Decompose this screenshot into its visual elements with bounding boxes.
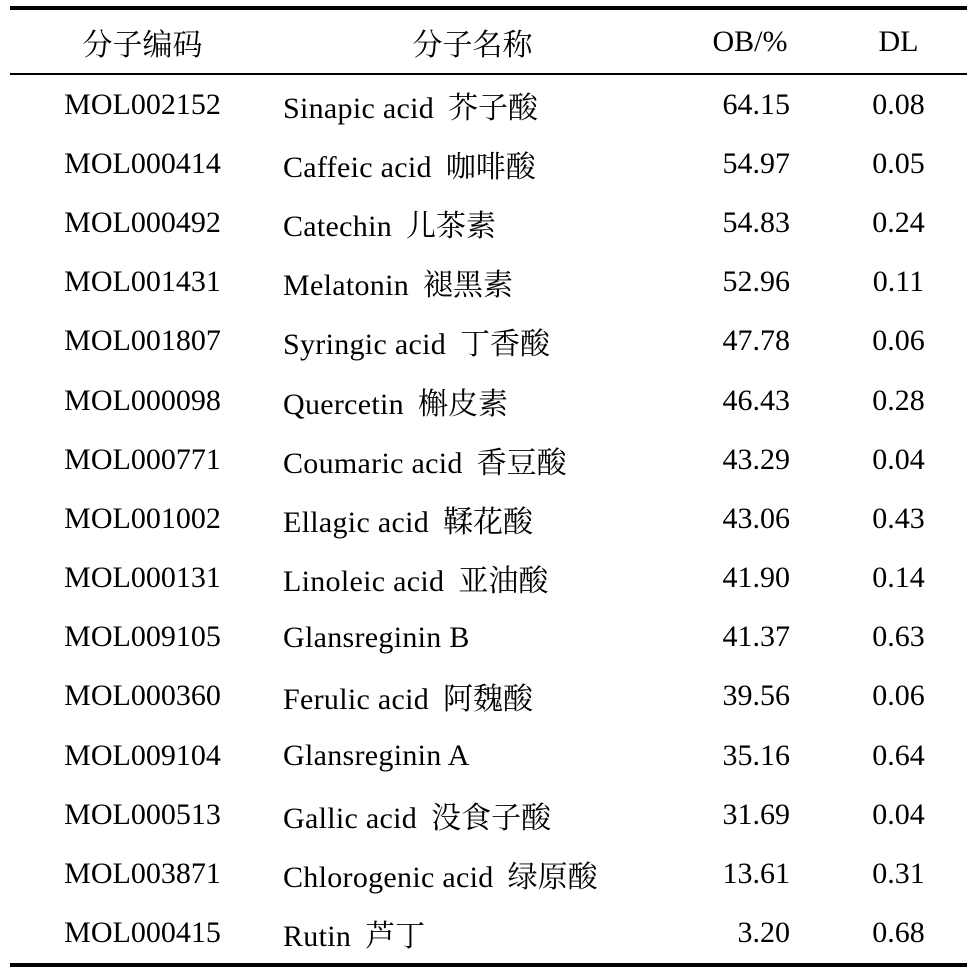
molecule-name-zh: 丁香酸 — [460, 327, 551, 363]
dl-value-cell: 0.24 — [872, 205, 925, 239]
dl-value-cell: 0.64 — [872, 738, 925, 772]
molecule-name-en: Melatonin — [283, 269, 410, 303]
molecule-name-en: Quercetin — [283, 387, 404, 421]
ob-value-cell: 41.37 — [722, 620, 790, 654]
molecule-id-cell: MOL000415 — [64, 916, 221, 950]
molecule-name-zh: 没食子酸 — [431, 800, 552, 836]
molecule-name-cell — [275, 785, 670, 844]
table-body — [10, 74, 967, 965]
molecule-name-zh: 褪黑素 — [423, 268, 514, 304]
header-molecule-name: 分子名称 — [412, 28, 533, 62]
molecule-name-zh: 槲皮素 — [417, 386, 508, 422]
molecule-name-cell — [275, 549, 670, 608]
table-row — [10, 549, 967, 608]
molecule-name-en: Glansreginin B — [283, 620, 470, 654]
molecule-id-cell: MOL002152 — [64, 87, 221, 121]
ob-value-cell: 46.43 — [722, 383, 790, 417]
molecule-id-cell: MOL000513 — [64, 797, 221, 831]
molecule-name-en: Rutin — [283, 920, 352, 954]
table-row — [10, 489, 967, 548]
molecule-id-cell: MOL000360 — [64, 679, 221, 713]
table-row — [10, 726, 967, 785]
molecule-name-en: Gallic acid — [283, 801, 418, 835]
dl-value-cell: 0.04 — [872, 442, 925, 476]
dl-value-cell: 0.04 — [872, 797, 925, 831]
molecule-name-en: Syringic acid — [283, 328, 447, 362]
molecule-name-cell — [275, 904, 670, 965]
ob-value-cell: 54.97 — [722, 146, 790, 180]
table-header — [10, 8, 967, 74]
ob-value-cell: 54.83 — [722, 205, 790, 239]
molecule-id-cell: MOL000771 — [64, 442, 221, 476]
molecule-name-en: Sinapic acid — [283, 91, 435, 125]
dl-value-cell: 0.06 — [872, 324, 925, 358]
table-row — [10, 608, 967, 667]
ob-value-cell: 13.61 — [722, 857, 790, 891]
ob-value-cell: 52.96 — [722, 265, 790, 299]
ob-value-cell: 43.06 — [722, 501, 790, 535]
dl-value-cell: 0.68 — [872, 916, 925, 950]
table-row — [10, 312, 967, 371]
molecule-name-zh: 绿原酸 — [507, 860, 598, 896]
molecule-name-cell — [275, 844, 670, 903]
dl-value-cell: 0.08 — [872, 87, 925, 121]
table-row — [10, 74, 967, 134]
table-row — [10, 904, 967, 965]
ob-value-cell: 39.56 — [722, 679, 790, 713]
table-row — [10, 134, 967, 193]
molecule-name-zh: 芦丁 — [365, 919, 426, 955]
molecule-name-cell — [275, 667, 670, 726]
molecule-name-zh: 亚油酸 — [458, 564, 549, 600]
dl-value-cell: 0.11 — [872, 265, 925, 299]
molecule-name-cell — [275, 74, 670, 134]
molecule-name-en: Coumaric acid — [283, 446, 463, 480]
molecule-id-cell: MOL000131 — [64, 561, 221, 595]
molecule-name-cell — [275, 726, 670, 785]
molecule-name-en: Linoleic acid — [283, 565, 445, 599]
dl-value-cell: 0.28 — [872, 383, 925, 417]
molecule-name-zh: 香豆酸 — [476, 445, 567, 481]
molecule-name-cell — [275, 430, 670, 489]
molecule-name-en: Catechin — [283, 209, 393, 243]
ob-value-cell: 35.16 — [722, 738, 790, 772]
table-row — [10, 253, 967, 312]
molecule-name-zh: 咖啡酸 — [445, 149, 536, 185]
molecule-name-zh: 儿茶素 — [406, 208, 497, 244]
dl-value-cell: 0.14 — [872, 561, 925, 595]
header-dl: DL — [878, 24, 919, 58]
molecule-table-container — [10, 6, 967, 967]
molecule-name-zh: 鞣花酸 — [443, 504, 534, 540]
molecule-name-cell — [275, 489, 670, 548]
molecule-name-en: Ellagic acid — [283, 505, 430, 539]
molecule-name-en: Chlorogenic acid — [283, 861, 494, 895]
molecule-id-cell: MOL000492 — [64, 205, 221, 239]
molecule-name-cell — [275, 253, 670, 312]
molecule-id-cell: MOL000414 — [64, 146, 221, 180]
ob-value-cell: 31.69 — [722, 797, 790, 831]
ob-value-cell: 43.29 — [722, 442, 790, 476]
molecule-name-cell — [275, 608, 670, 667]
molecule-name-cell — [275, 371, 670, 430]
ob-value-cell: 41.90 — [722, 561, 790, 595]
molecule-name-zh: 芥子酸 — [448, 90, 539, 126]
molecule-name-zh: 阿魏酸 — [443, 682, 534, 718]
ob-value-cell: 64.15 — [722, 87, 790, 121]
molecule-name-cell — [275, 193, 670, 252]
header-ob: OB/% — [712, 24, 788, 58]
dl-value-cell: 0.05 — [872, 146, 925, 180]
table-row — [10, 844, 967, 903]
table-row — [10, 193, 967, 252]
header-row — [10, 8, 967, 74]
molecule-name-cell — [275, 312, 670, 371]
molecule-name-cell — [275, 134, 670, 193]
molecule-id-cell: MOL000098 — [64, 383, 221, 417]
molecule-id-cell: MOL001431 — [64, 265, 221, 299]
table-row — [10, 785, 967, 844]
ob-value-cell: 47.78 — [722, 324, 790, 358]
molecule-id-cell: MOL001807 — [64, 324, 221, 358]
molecule-table — [10, 6, 967, 967]
ob-value-cell: 3.20 — [737, 916, 790, 950]
molecule-id-cell: MOL001002 — [64, 501, 221, 535]
table-row — [10, 371, 967, 430]
molecule-id-cell: MOL009105 — [64, 620, 221, 654]
dl-value-cell: 0.06 — [872, 679, 925, 713]
header-molecule-id: 分子编码 — [82, 28, 203, 62]
molecule-id-cell: MOL003871 — [64, 857, 221, 891]
table-row — [10, 667, 967, 726]
dl-value-cell: 0.31 — [872, 857, 925, 891]
molecule-name-en: Ferulic acid — [283, 683, 430, 717]
molecule-name-en: Glansreginin A — [283, 739, 470, 773]
dl-value-cell: 0.43 — [872, 501, 925, 535]
molecule-id-cell: MOL009104 — [64, 738, 221, 772]
molecule-name-en: Caffeic acid — [283, 150, 432, 184]
table-row — [10, 430, 967, 489]
dl-value-cell: 0.63 — [872, 620, 925, 654]
